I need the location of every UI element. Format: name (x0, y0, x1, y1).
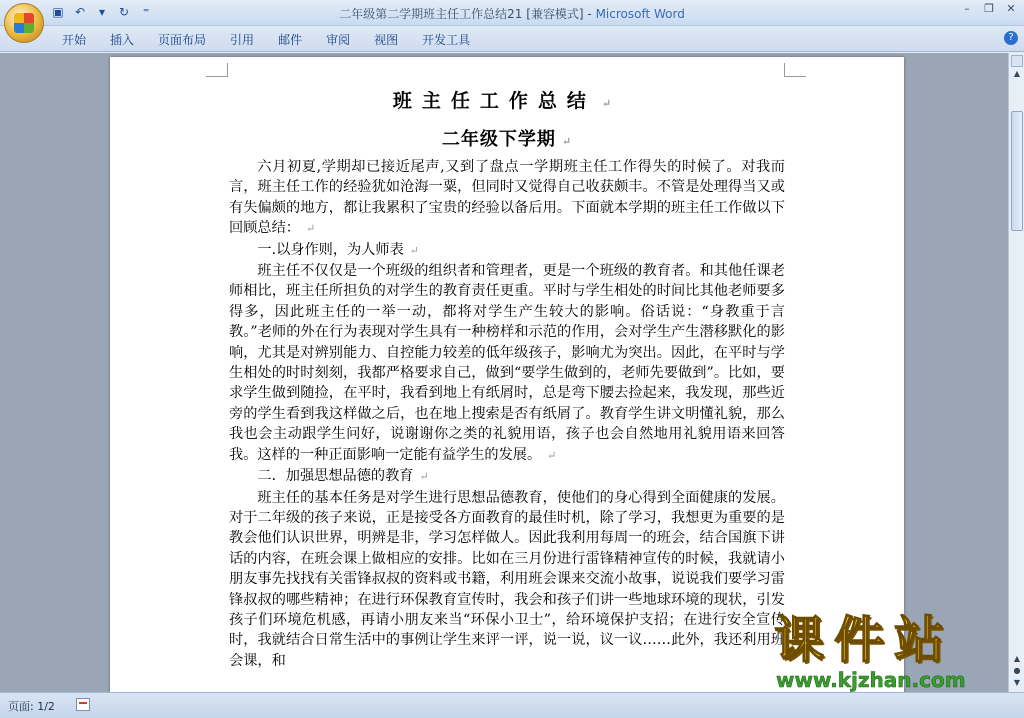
paragraph-text: 班主任不仅仅是一个班级的组织者和管理者，更是一个班级的教育者。和其他任课老师相比，班主任所担负的对学生的教育责任更重。平时与学生相处的时间比其他老师要多得多，因此班主任的一举一动，都将对学生产生较大的影响。俗话说：“身教重于言教。”老师的外在行为表现对学生具有一种榜样和示范的作用，会对学生产生潜移默化的影响，尤其是对辨别能力、自控能力较差的低年级孩子，影响尤为突出。因此，在平时与学生相处的时时刻刻，我都严格要求自己，做到“要学生做到的，老师先要做到”。比如，要求学生做到随捡，在平时，我看到地上有纸屑时，总是弯下腰去捡起来，我发现，那些近旁的学生看到我这样做之后，也在地上搜索是否有纸屑了。教育学生讲文明懂礼貌，那么我也会主动跟学生问好，说谢谢你之类的礼貌用语，孩子也会自然地用礼貌用语来回答我。这样的一种正面影响一定能有益学生的发展。 (229, 263, 785, 463)
save-icon[interactable]: ▣ (52, 5, 64, 19)
section-heading (229, 240, 785, 261)
undo-icon[interactable]: ↶ (74, 5, 86, 19)
watermark-logo (770, 612, 1010, 692)
document-content[interactable] (229, 83, 785, 671)
view-ruler-icon[interactable] (1011, 55, 1023, 67)
paragraph-text: 六月初夏,学期却已接近尾声,又到了盘点一学期班主任工作得失的时候了。对我而言，班主任工作的经验犹如沧海一粟，但同时又觉得自己收获颇丰。不管是处理得当又或有失偏颇的地方，都让我累积了宝贵的经验以备后用。下面就本学期的班主任工作做以下回顾总结： (229, 159, 785, 237)
paragraph (229, 261, 785, 466)
tab-page-layout[interactable]: 页面布局 (158, 33, 207, 47)
dropdown-arrow-icon[interactable]: ▾ (98, 5, 106, 19)
tab-review[interactable]: 审阅 (326, 33, 351, 47)
tab-references[interactable]: 引用 (230, 33, 255, 47)
restore-icon[interactable]: ❐ (984, 2, 994, 15)
vertical-scrollbar[interactable] (1008, 53, 1024, 692)
document-title: 二年级第二学期班主任工作总结21 [兼容模式] - (339, 7, 596, 21)
paragraph-mark-icon: ↵ (547, 448, 557, 462)
close-icon[interactable]: ✕ (1006, 2, 1016, 15)
paragraph (229, 488, 785, 672)
previous-page-icon[interactable]: ▲ (1013, 654, 1021, 663)
document-area[interactable] (0, 53, 1008, 692)
document-page[interactable] (110, 57, 904, 692)
help-icon[interactable]: ? (1004, 31, 1018, 45)
paragraph-text: 二．加强思想品德的教育 (257, 468, 414, 485)
window-controls (960, 2, 1018, 15)
ribbon-tab-bar (0, 26, 1024, 52)
watermark-url: www.kjzhan.com (776, 668, 966, 692)
paragraph-mark-icon: ↵ (601, 97, 622, 110)
status-bar (0, 692, 1024, 718)
proofing-status-icon[interactable] (76, 698, 90, 711)
office-button[interactable] (4, 3, 44, 43)
title-bar (0, 0, 1024, 26)
ribbon-tabs (50, 30, 482, 49)
paragraph-mark-icon: ↵ (305, 222, 316, 236)
next-page-icon[interactable]: ▼ (1013, 678, 1021, 687)
tab-insert[interactable]: 插入 (110, 33, 135, 47)
margin-corner-top-left (206, 63, 228, 77)
paragraph-mark-icon: ↵ (419, 470, 429, 484)
margin-corner-top-right (784, 63, 806, 77)
paragraph (229, 157, 785, 240)
tab-view[interactable]: 视图 (374, 33, 399, 47)
tab-mailings[interactable]: 邮件 (278, 33, 303, 47)
paragraph-mark-icon: ↵ (561, 135, 573, 148)
paragraph-text: 班主任的基本任务是对学生进行思想品德教育，使他们的身心得到全面健康的发展。对于二年级的孩子来说，正是接受各方面教育的最佳时机，除了学习，我想更为重要的是教会他们认识世界，明辨是非，学习怎样做人。因此我利用每周一的班会，结合国旗下讲话的内容，在班会课上做相应的安排。比如在三月份进行雷锋精神宣传的时候，我就请小朋友事先找找有关雷锋叔叔的资料或书籍，利用班会课来交流小故事，说说我们要学习雷锋叔叔的哪些精神；在进行环保教育宣传时，我会和孩子们讲一些地球环境的现状，引发孩子们环境危机感，再请小朋友来当“环保小卫士”，给环境保护支招；在进行安全宣传时，我就结合日常生活中的事例让学生来评一评，说一说，议一议……此外，我还利用班会课，和 (229, 489, 785, 669)
title-text: 班主任工作总结 (392, 90, 596, 112)
document-subtitle (229, 123, 785, 157)
paragraph-text: 一.以身作则，为人师表 (257, 241, 404, 258)
minimize-icon[interactable]: – (964, 2, 970, 15)
scroll-up-icon[interactable]: ▲ (1013, 69, 1021, 78)
select-browse-object-icon[interactable]: ● (1013, 666, 1021, 675)
section-heading (229, 466, 785, 487)
document-title-heading (229, 83, 785, 123)
redo-icon[interactable]: ↻ (118, 5, 130, 19)
paragraph-mark-icon: ↵ (409, 243, 419, 257)
tab-developer[interactable]: 开发工具 (422, 33, 471, 47)
customize-qat-icon[interactable]: ⁼ (142, 5, 150, 19)
window-title (0, 5, 1024, 22)
tab-home[interactable]: 开始 (62, 33, 87, 47)
watermark-text: 课件站 (774, 611, 954, 669)
subtitle-text: 二年级下学期 (441, 129, 556, 150)
app-name: Microsoft Word (595, 7, 685, 21)
office-logo-icon (14, 13, 34, 33)
page-count[interactable]: 页面: 1/2 (8, 700, 55, 713)
scrollbar-thumb[interactable] (1011, 111, 1023, 231)
